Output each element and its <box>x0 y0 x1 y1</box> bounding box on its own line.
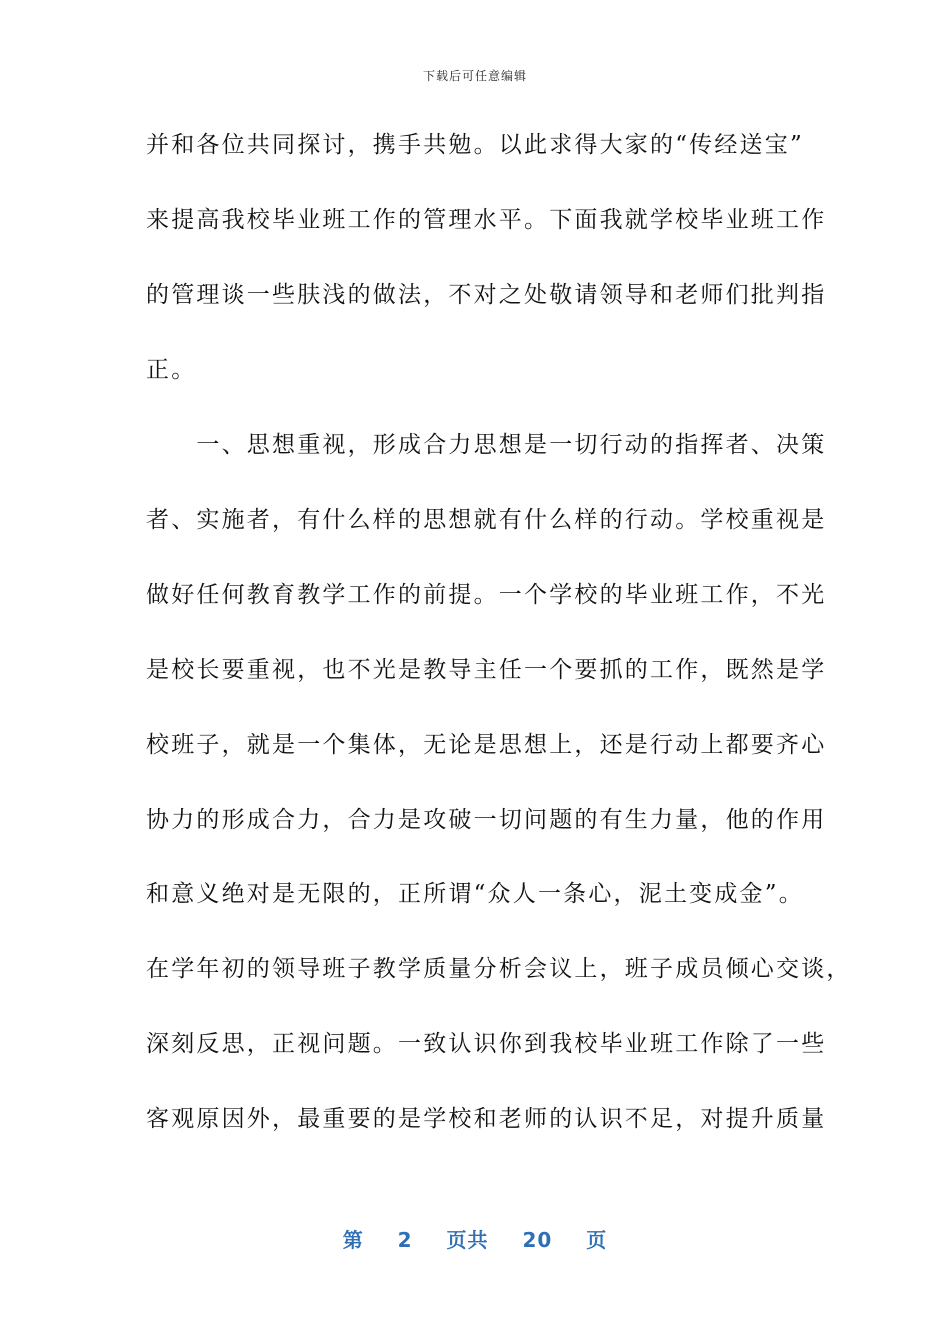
text-line: 者、实施者，有什么样的思想就有什么样的行动。学校重视是 <box>146 507 827 533</box>
page-label-end: 页 <box>586 1228 608 1252</box>
current-page-number: 2 <box>397 1228 413 1252</box>
text-line: 校班子，就是一个集体，无论是思想上，还是行动上都要齐心 <box>146 732 827 758</box>
text-line: 的管理谈一些肤浅的做法，不对之处敬请领导和老师们批判指 <box>146 282 827 308</box>
total-pages-number: 20 <box>522 1228 553 1252</box>
text-line: 是校长要重视，也不光是教导主任一个要抓的工作，既然是学 <box>146 657 827 683</box>
text-line: 深刻反思，正视问题。一致认识你到我校毕业班工作除了一些 <box>146 1031 827 1057</box>
page-footer <box>0 1224 950 1253</box>
text-line: 客观原因外，最重要的是学校和老师的认识不足，对提升质量 <box>146 1106 827 1132</box>
text-line: 一、思想重视，形成合力思想是一切行动的指挥者、决策 <box>146 432 827 458</box>
text-line: 正。 <box>146 357 197 383</box>
text-line: 和意义绝对是无限的，正所谓“众人一条心，泥土变成金”。 <box>146 881 804 907</box>
text-line: 在学年初的领导班子教学质量分析会议上，班子成员倾心交谈， <box>146 956 852 982</box>
header-note: 下载后可任意编辑 <box>422 69 527 83</box>
page-label-start: 第 <box>342 1228 364 1252</box>
text-line: 来提高我校毕业班工作的管理水平。下面我就学校毕业班工作 <box>146 207 827 233</box>
text-line: 协力的形成合力，合力是攻破一切问题的有生力量，他的作用 <box>146 807 827 833</box>
text-line: 做好任何教育教学工作的前提。一个学校的毕业班工作，不光 <box>146 582 827 608</box>
text-line: 并和各位共同探讨，携手共勉。以此求得大家的“传经送宝” <box>146 132 804 158</box>
page-label-total: 页共 <box>446 1228 489 1252</box>
